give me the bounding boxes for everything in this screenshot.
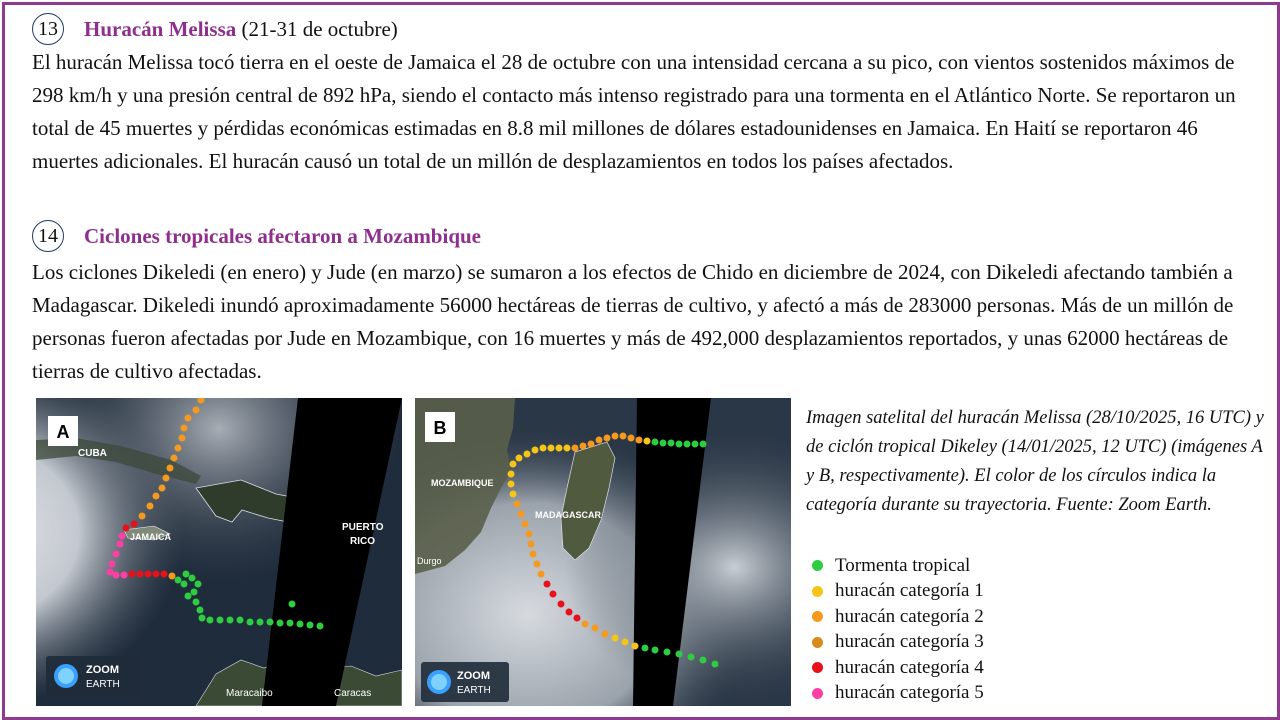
section-14-title: Ciclones tropicales afectaron a Mozambique — [84, 223, 482, 248]
svg-text:ZOOM: ZOOM — [457, 670, 490, 682]
label-durgo: Durgo — [417, 556, 442, 566]
section-13-number: 13 — [32, 13, 64, 45]
legend-item: huracán categoría 1 — [812, 579, 984, 605]
legend-item: Tormenta tropical — [812, 553, 984, 579]
section-13-title: Huracán Melissa — [84, 16, 237, 41]
label-puerto: PUERTO — [342, 522, 384, 533]
figure-caption: Imagen satelital del huracán Melissa (28/10/2025, 16 UTC) y de ciclón tropical Dikeley (14/01/2025, 12 UTC) (imágenes A y B, respectivamente). El color de los círculos indica la categoría durante su trayectoria. Fuente: Zoom Earth. — [806, 408, 1264, 515]
category-legend — [812, 553, 984, 706]
label-cuba: CUBA — [78, 448, 107, 459]
legend-item: huracán categoría 3 — [812, 630, 984, 656]
satellite-image-a — [36, 398, 402, 706]
section-13-body: El huracán Melissa tocó tierra en el oeste de Jamaica el 28 de octubre con una intensidad cercana a su pico, con vientos sostenidos máximos de 298 km/h y una presión central de 892 hPa, siendo el contacto más intenso registrado para una tormenta en el Atlántico Norte. Se reportaron un total de 45 muertes y pérdidas económicas estimadas en 8.8 mil millones de dólares estadounidenses en Jamaica. En Haití se reportaron 46 muertes adicionales. El huracán causó un total de un millón de desplazamientos en todos los países afectados. — [32, 50, 1236, 173]
legend-dot-icon — [812, 637, 823, 648]
label-maracaibo: Maracaibo — [226, 688, 273, 699]
section-14-number: 14 — [32, 220, 64, 252]
section-14-heading — [32, 220, 481, 252]
legend-dot-icon — [812, 662, 823, 673]
legend-item: huracán categoría 4 — [812, 655, 984, 681]
panel-label-b: B — [433, 418, 447, 438]
satellite-image-b — [415, 398, 791, 706]
svg-text:EARTH: EARTH — [457, 685, 491, 696]
label-jamaica: JAMAICA — [130, 532, 172, 542]
section-14-body: Los ciclones Dikeledi (en enero) y Jude (en marzo) se sumaron a los efectos de Chido en diciembre de 2024, con Dikeledi afectando también a Madagascar. Dikeledi inundó aproximadamente 56000 hectáreas de tierras de cultivo, y afectó a más de 283000 personas. Más de un millón de personas fueron afectadas por Jude en Mozambique, con 16 muertes y más de 492,000 desplazamientos reportados, y unas 62000 hectáreas de tierras de cultivo afectadas. — [32, 260, 1234, 383]
zoom-earth-logo-b — [421, 662, 509, 702]
label-rico: RICO — [350, 536, 375, 547]
legend-dot-icon — [812, 611, 823, 622]
legend-item: huracán categoría 2 — [812, 604, 984, 630]
legend-dot-icon — [812, 688, 823, 699]
label-caracas: Caracas — [334, 688, 372, 699]
legend-item: huracán categoría 5 — [812, 681, 984, 707]
label-mozambique: MOZAMBIQUE — [431, 478, 494, 488]
label-madagascar: MADAGASCAR — [535, 510, 601, 520]
legend-dot-icon — [812, 560, 823, 571]
section-13-heading — [32, 13, 398, 45]
svg-text:ZOOM: ZOOM — [86, 664, 119, 676]
legend-dot-icon — [812, 586, 823, 597]
svg-text:EARTH: EARTH — [86, 679, 120, 690]
panel-label-a: A — [56, 422, 70, 442]
zoom-earth-logo-a — [46, 656, 138, 696]
section-13-dates: (21-31 de octubre) — [241, 16, 398, 41]
